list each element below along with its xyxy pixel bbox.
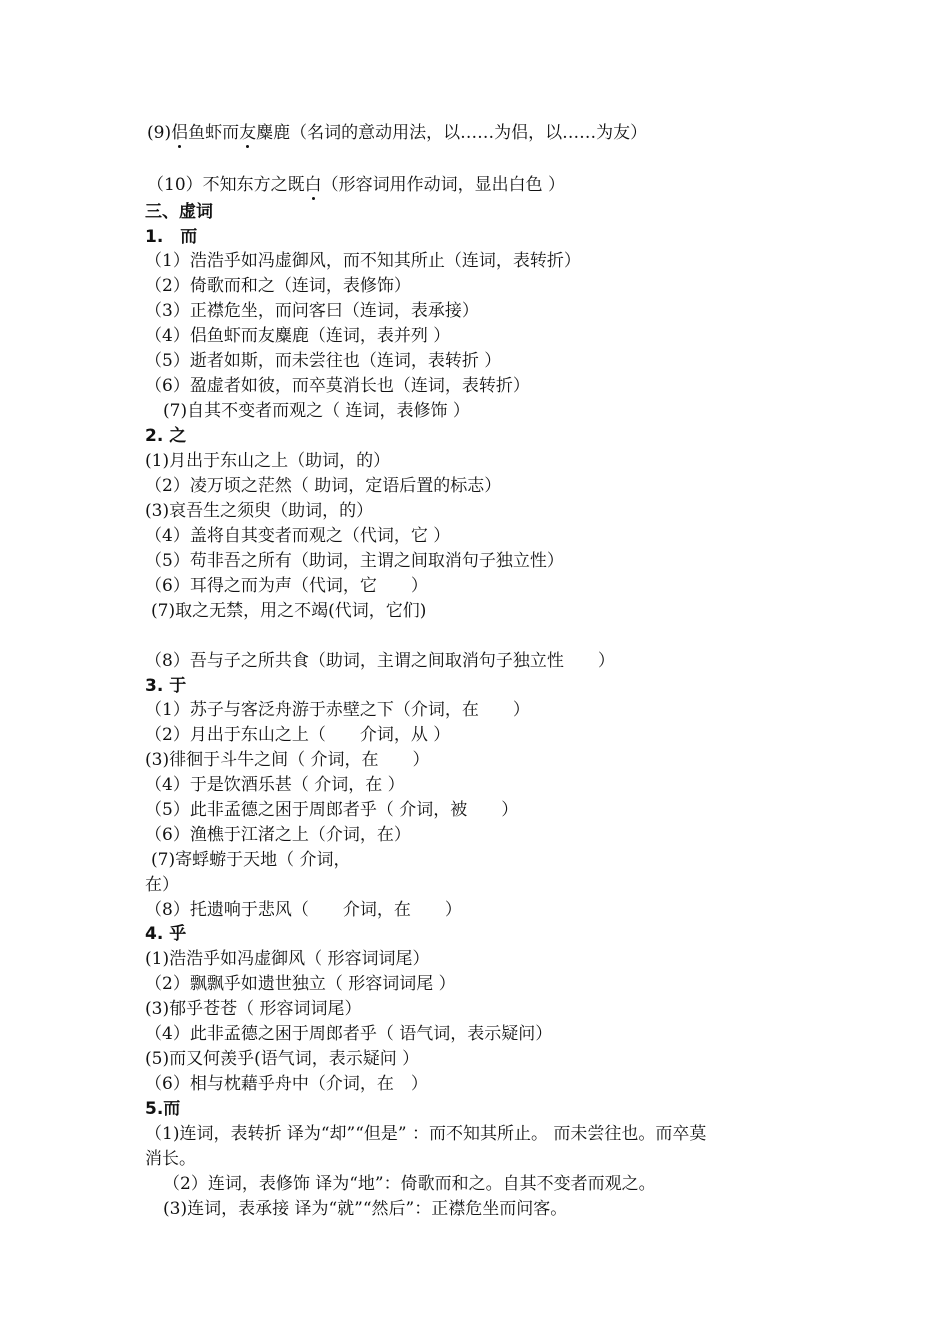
list-item: (3)哀吾生之须臾（助词，的）	[145, 501, 374, 521]
list-item: （2）倚歌而和之（连词，表修饰）	[145, 276, 411, 296]
list-item: （1）苏子与客泛舟游于赤壁之下（介词，在 ）	[145, 700, 530, 720]
text: 麋鹿（名词的意动用法，以……为侣，以……为友）	[256, 123, 648, 143]
dotted-char: 白	[304, 175, 322, 195]
item-10	[147, 173, 565, 197]
list-item: (7)自其不变者而观之（ 连词，表修饰 ）	[163, 401, 470, 421]
list-item: (3)徘徊于斗牛之间（ 介词，在 ）	[145, 750, 430, 770]
list-item: （5）逝者如斯，而未尝往也（连词，表转折 ）	[145, 351, 502, 371]
list-item: (7)取之无禁，用之不竭(代词，它们)	[151, 601, 427, 621]
text: （10）不知东方之既	[147, 175, 305, 195]
list-item: 消长。	[145, 1149, 196, 1169]
list-item: （4）于是饮酒乐甚（ 介词，在 ）	[145, 775, 405, 795]
list-item: （1)连词，表转折 译为“却”“但是” ：而不知其所止。 而未尝往也。而卒莫	[145, 1124, 707, 1144]
list-item: （6）渔樵于江渚之上（介词，在）	[145, 825, 411, 845]
text: （形容词用作动词，显出白色 ）	[321, 175, 566, 195]
list-item: （6）耳得之而为声（代词，它 ）	[145, 576, 428, 596]
dotted-char: 友	[239, 123, 257, 143]
list-item: （4）盖将自其变者而观之（代词，它 ）	[145, 526, 451, 546]
text: (9)	[147, 123, 172, 143]
list-item: （8）吾与子之所共食（助词，主谓之间取消句子独立性 ）	[145, 651, 615, 671]
dotted-char: 侣	[171, 123, 189, 143]
list-item: （2）凌万顷之茫然（ 助词，定语后置的标志）	[145, 476, 502, 496]
list-item: （3）正襟危坐，而问客曰（连词，表承接）	[145, 301, 479, 321]
list-item: （4）侣鱼虾而友麋鹿（连词，表并列 ）	[145, 326, 451, 346]
list-item: （8）托遗响于悲风（ 介词，在 ）	[145, 900, 462, 920]
list-item: (7)寄蜉蝣于天地（ 介词，	[151, 850, 351, 870]
list-item: (3)连词，表承接 译为“就”“然后”：正襟危坐而问客。	[163, 1199, 568, 1219]
list-item: 在）	[145, 875, 179, 895]
list-item: （6）相与枕藉乎舟中（介词，在 ）	[145, 1074, 428, 1094]
list-item: (3)郁乎苍苍（ 形容词词尾）	[145, 999, 362, 1019]
heading-hu: 4. 乎	[145, 924, 187, 944]
list-item: (1)浩浩乎如冯虚御风（ 形容词词尾）	[145, 949, 430, 969]
list-item: （2）连词，表修饰 译为“地”：倚歌而和之。自其不变者而观之。	[163, 1174, 656, 1194]
list-item: （5）此非孟德之困于周郎者乎（ 介词，被 ）	[145, 800, 519, 820]
list-item: （1）浩浩乎如冯虚御风，而不知其所止（连词，表转折）	[145, 251, 581, 271]
list-item: （6）盈虚者如彼，而卒莫消长也（连词，表转折）	[145, 376, 530, 396]
text: 鱼虾而	[188, 123, 240, 143]
list-item: (5)而又何羡乎(语气词，表示疑问 ）	[145, 1049, 420, 1069]
item-9	[147, 121, 647, 145]
list-item: （5）苟非吾之所有（助词，主谓之间取消句子独立性）	[145, 551, 564, 571]
list-item: (1)月出于东山之上（助词，的）	[145, 451, 391, 471]
list-item: （2）飘飘乎如遗世独立（ 形容词词尾 ）	[145, 974, 456, 994]
heading-er-2: 5.而	[145, 1099, 181, 1119]
list-item: （2）月出于东山之上（ 介词，从 ）	[145, 725, 451, 745]
heading-er: 1. 而	[145, 227, 198, 247]
heading-yu: 3. 于	[145, 676, 187, 696]
list-item: （4）此非孟德之困于周郎者乎（ 语气词，表示疑问）	[145, 1024, 553, 1044]
heading-zhi: 2. 之	[145, 426, 187, 446]
section-heading: 三、虚词	[145, 202, 213, 222]
